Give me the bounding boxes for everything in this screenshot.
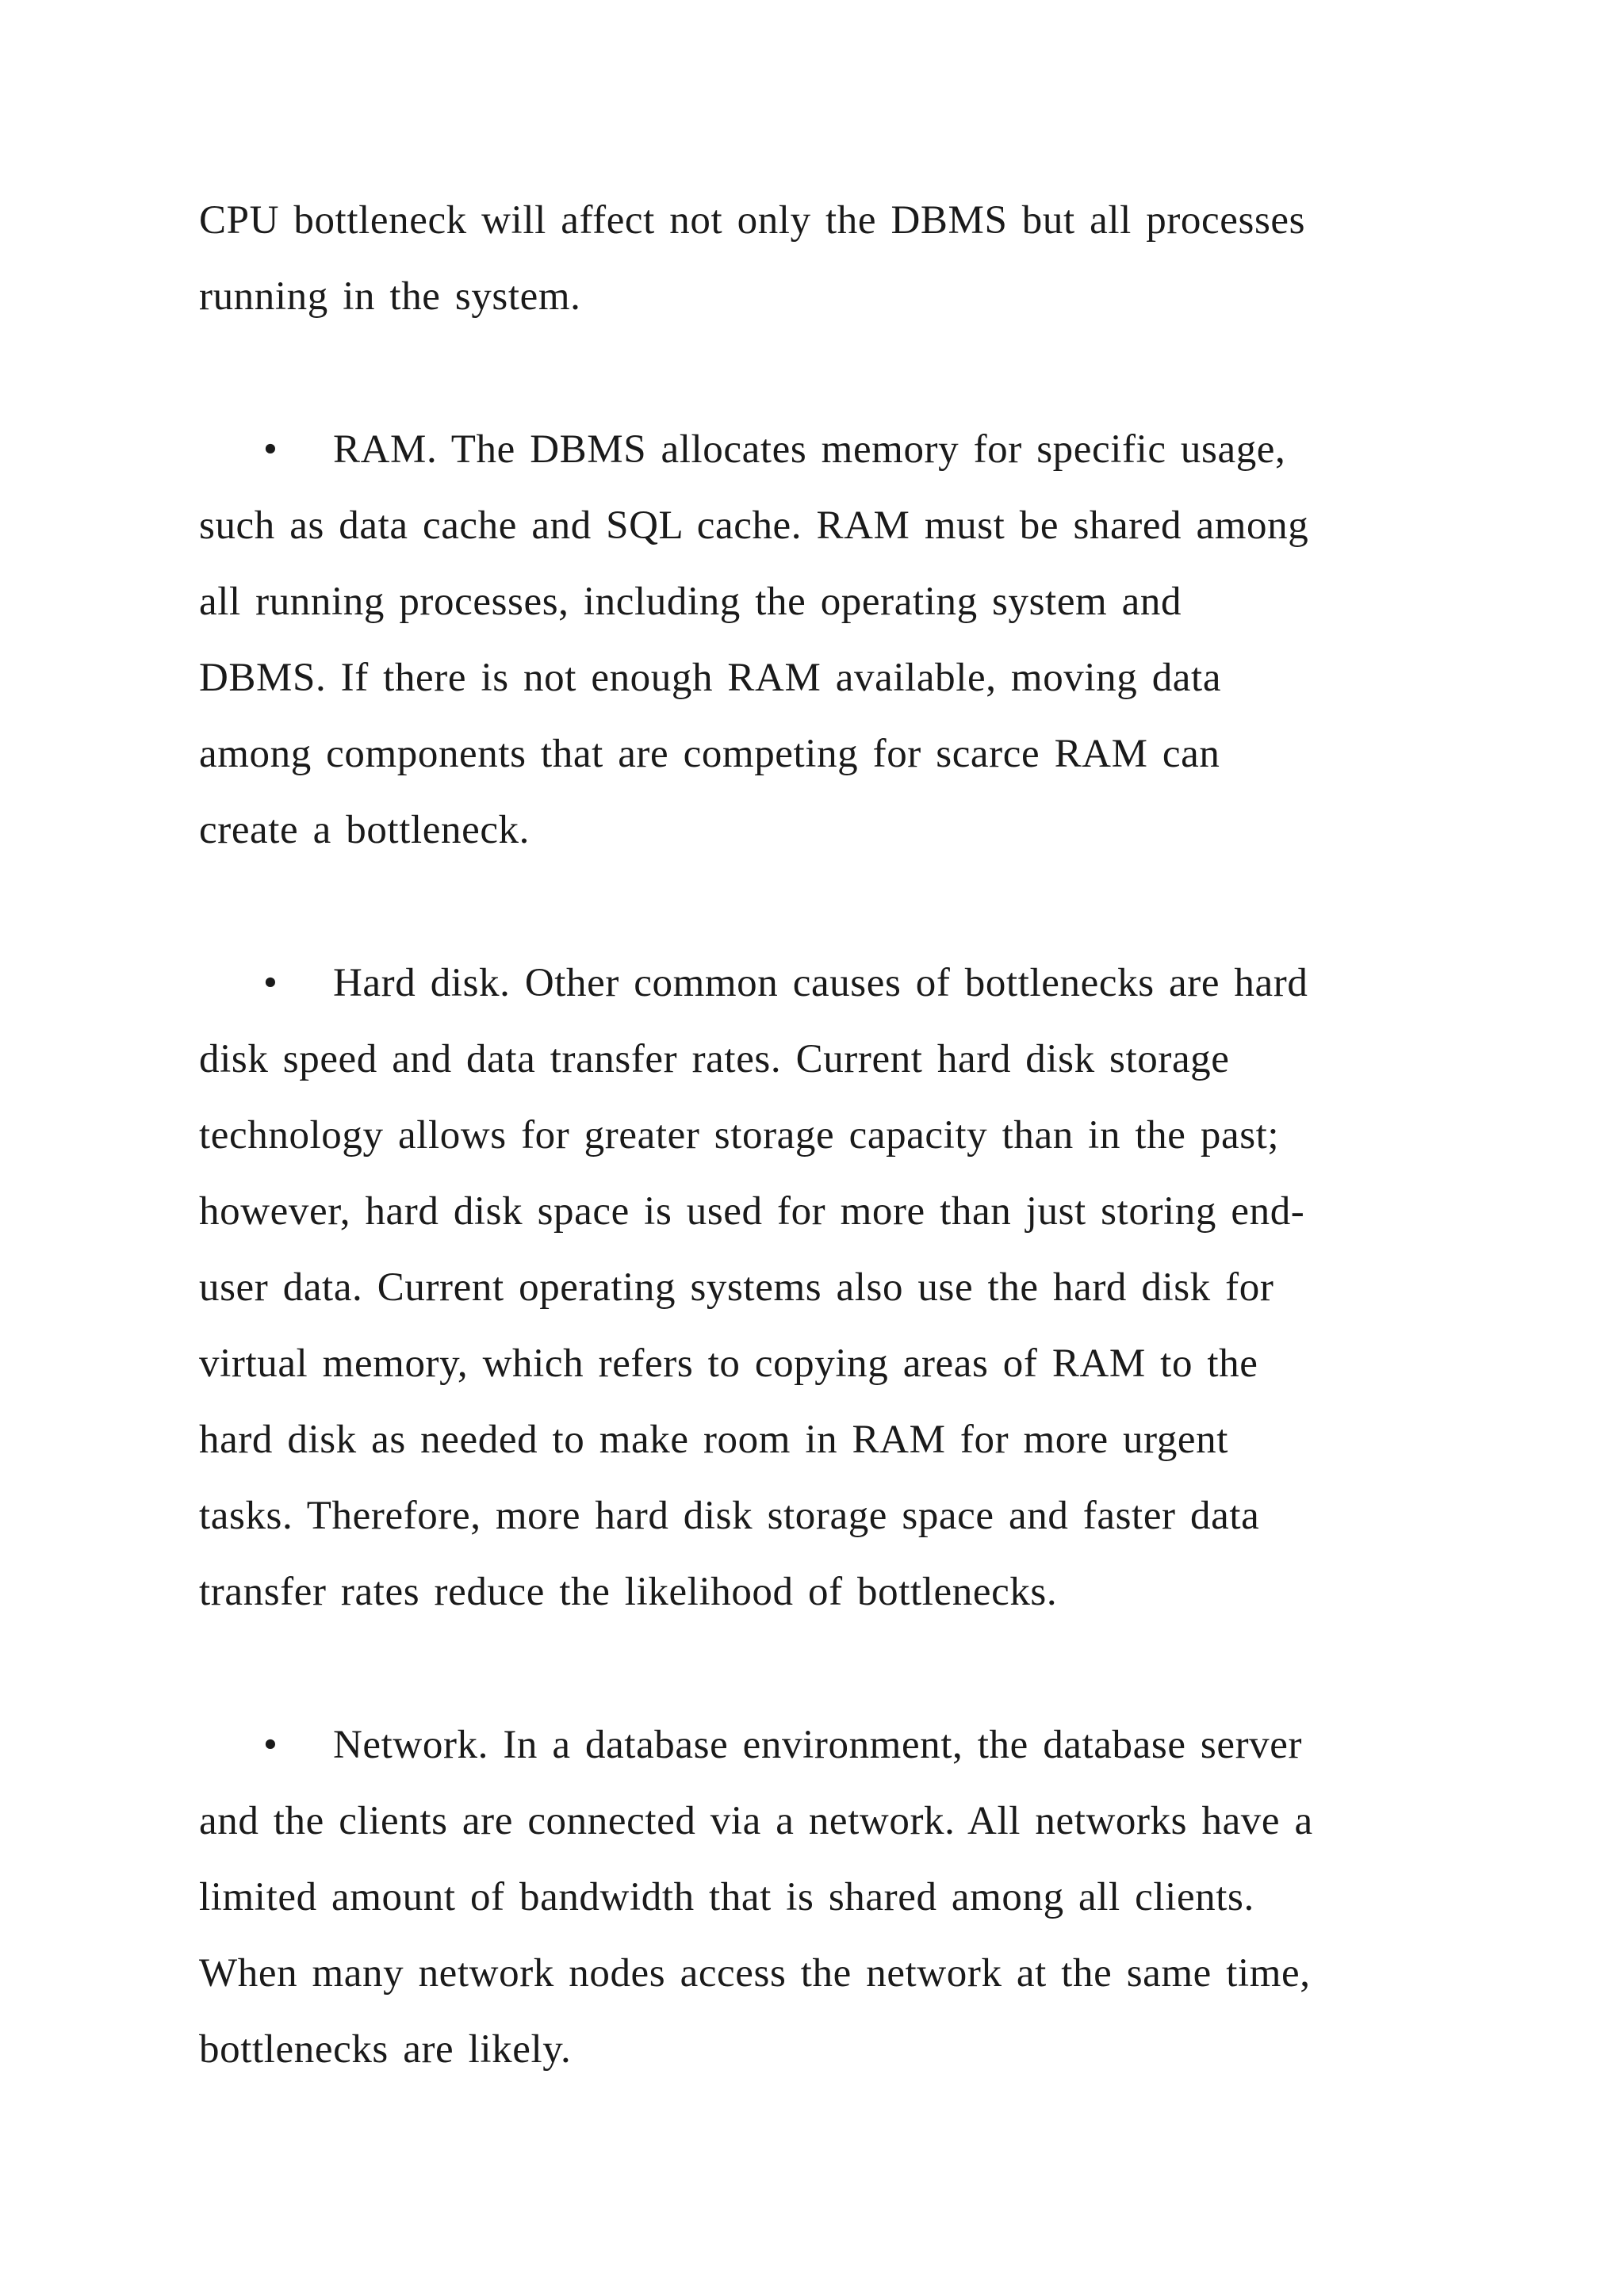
paragraph-line: disk speed and data transfer rates. Current hard disk storage bbox=[199, 1037, 1230, 1081]
paragraph-line: technology allows for greater storage capacity than in the past; bbox=[199, 1113, 1280, 1158]
paragraph-line: Network. In a database environment, the database server bbox=[333, 1723, 1303, 1767]
paragraph-line: transfer rates reduce the likelihood of bottlenecks. bbox=[199, 1570, 1058, 1614]
paragraph-line: CPU bottleneck will affect not only the DBMS but all processes bbox=[199, 198, 1306, 243]
bullet-icon: • bbox=[263, 961, 278, 1005]
paragraph-line: tasks. Therefore, more hard disk storage space and faster data bbox=[199, 1494, 1260, 1538]
paragraph-line: all running processes, including the operating system and bbox=[199, 580, 1182, 624]
paragraph-line: virtual memory, which refers to copying areas of RAM to the bbox=[199, 1341, 1258, 1386]
paragraph-line: such as data cache and SQL cache. RAM must be shared among bbox=[199, 503, 1309, 548]
paragraph-line: limited amount of bandwidth that is shared among all clients. bbox=[199, 1875, 1254, 1919]
paragraph-line: When many network nodes access the network at the same time, bbox=[199, 1951, 1311, 1996]
paragraph-line: RAM. The DBMS allocates memory for specific usage, bbox=[333, 427, 1286, 472]
paragraph-line: user data. Current operating systems also use the hard disk for bbox=[199, 1265, 1274, 1310]
bullet-icon: • bbox=[263, 427, 278, 472]
paragraph-line: running in the system. bbox=[199, 274, 581, 319]
paragraph-line: and the clients are connected via a network. All networks have a bbox=[199, 1799, 1313, 1843]
paragraph-line: create a bottleneck. bbox=[199, 808, 530, 852]
paragraph-line: DBMS. If there is not enough RAM available, moving data bbox=[199, 656, 1222, 700]
paragraph-line: bottlenecks are likely. bbox=[199, 2027, 572, 2072]
paragraph-line: Hard disk. Other common causes of bottlenecks are hard bbox=[333, 961, 1308, 1005]
bullet-icon: • bbox=[263, 1723, 278, 1767]
paragraph-line: among components that are competing for scarce RAM can bbox=[199, 732, 1220, 776]
paragraph-line: however, hard disk space is used for more than just storing end- bbox=[199, 1189, 1305, 1234]
paragraph-line: hard disk as needed to make room in RAM for more urgent bbox=[199, 1418, 1229, 1462]
